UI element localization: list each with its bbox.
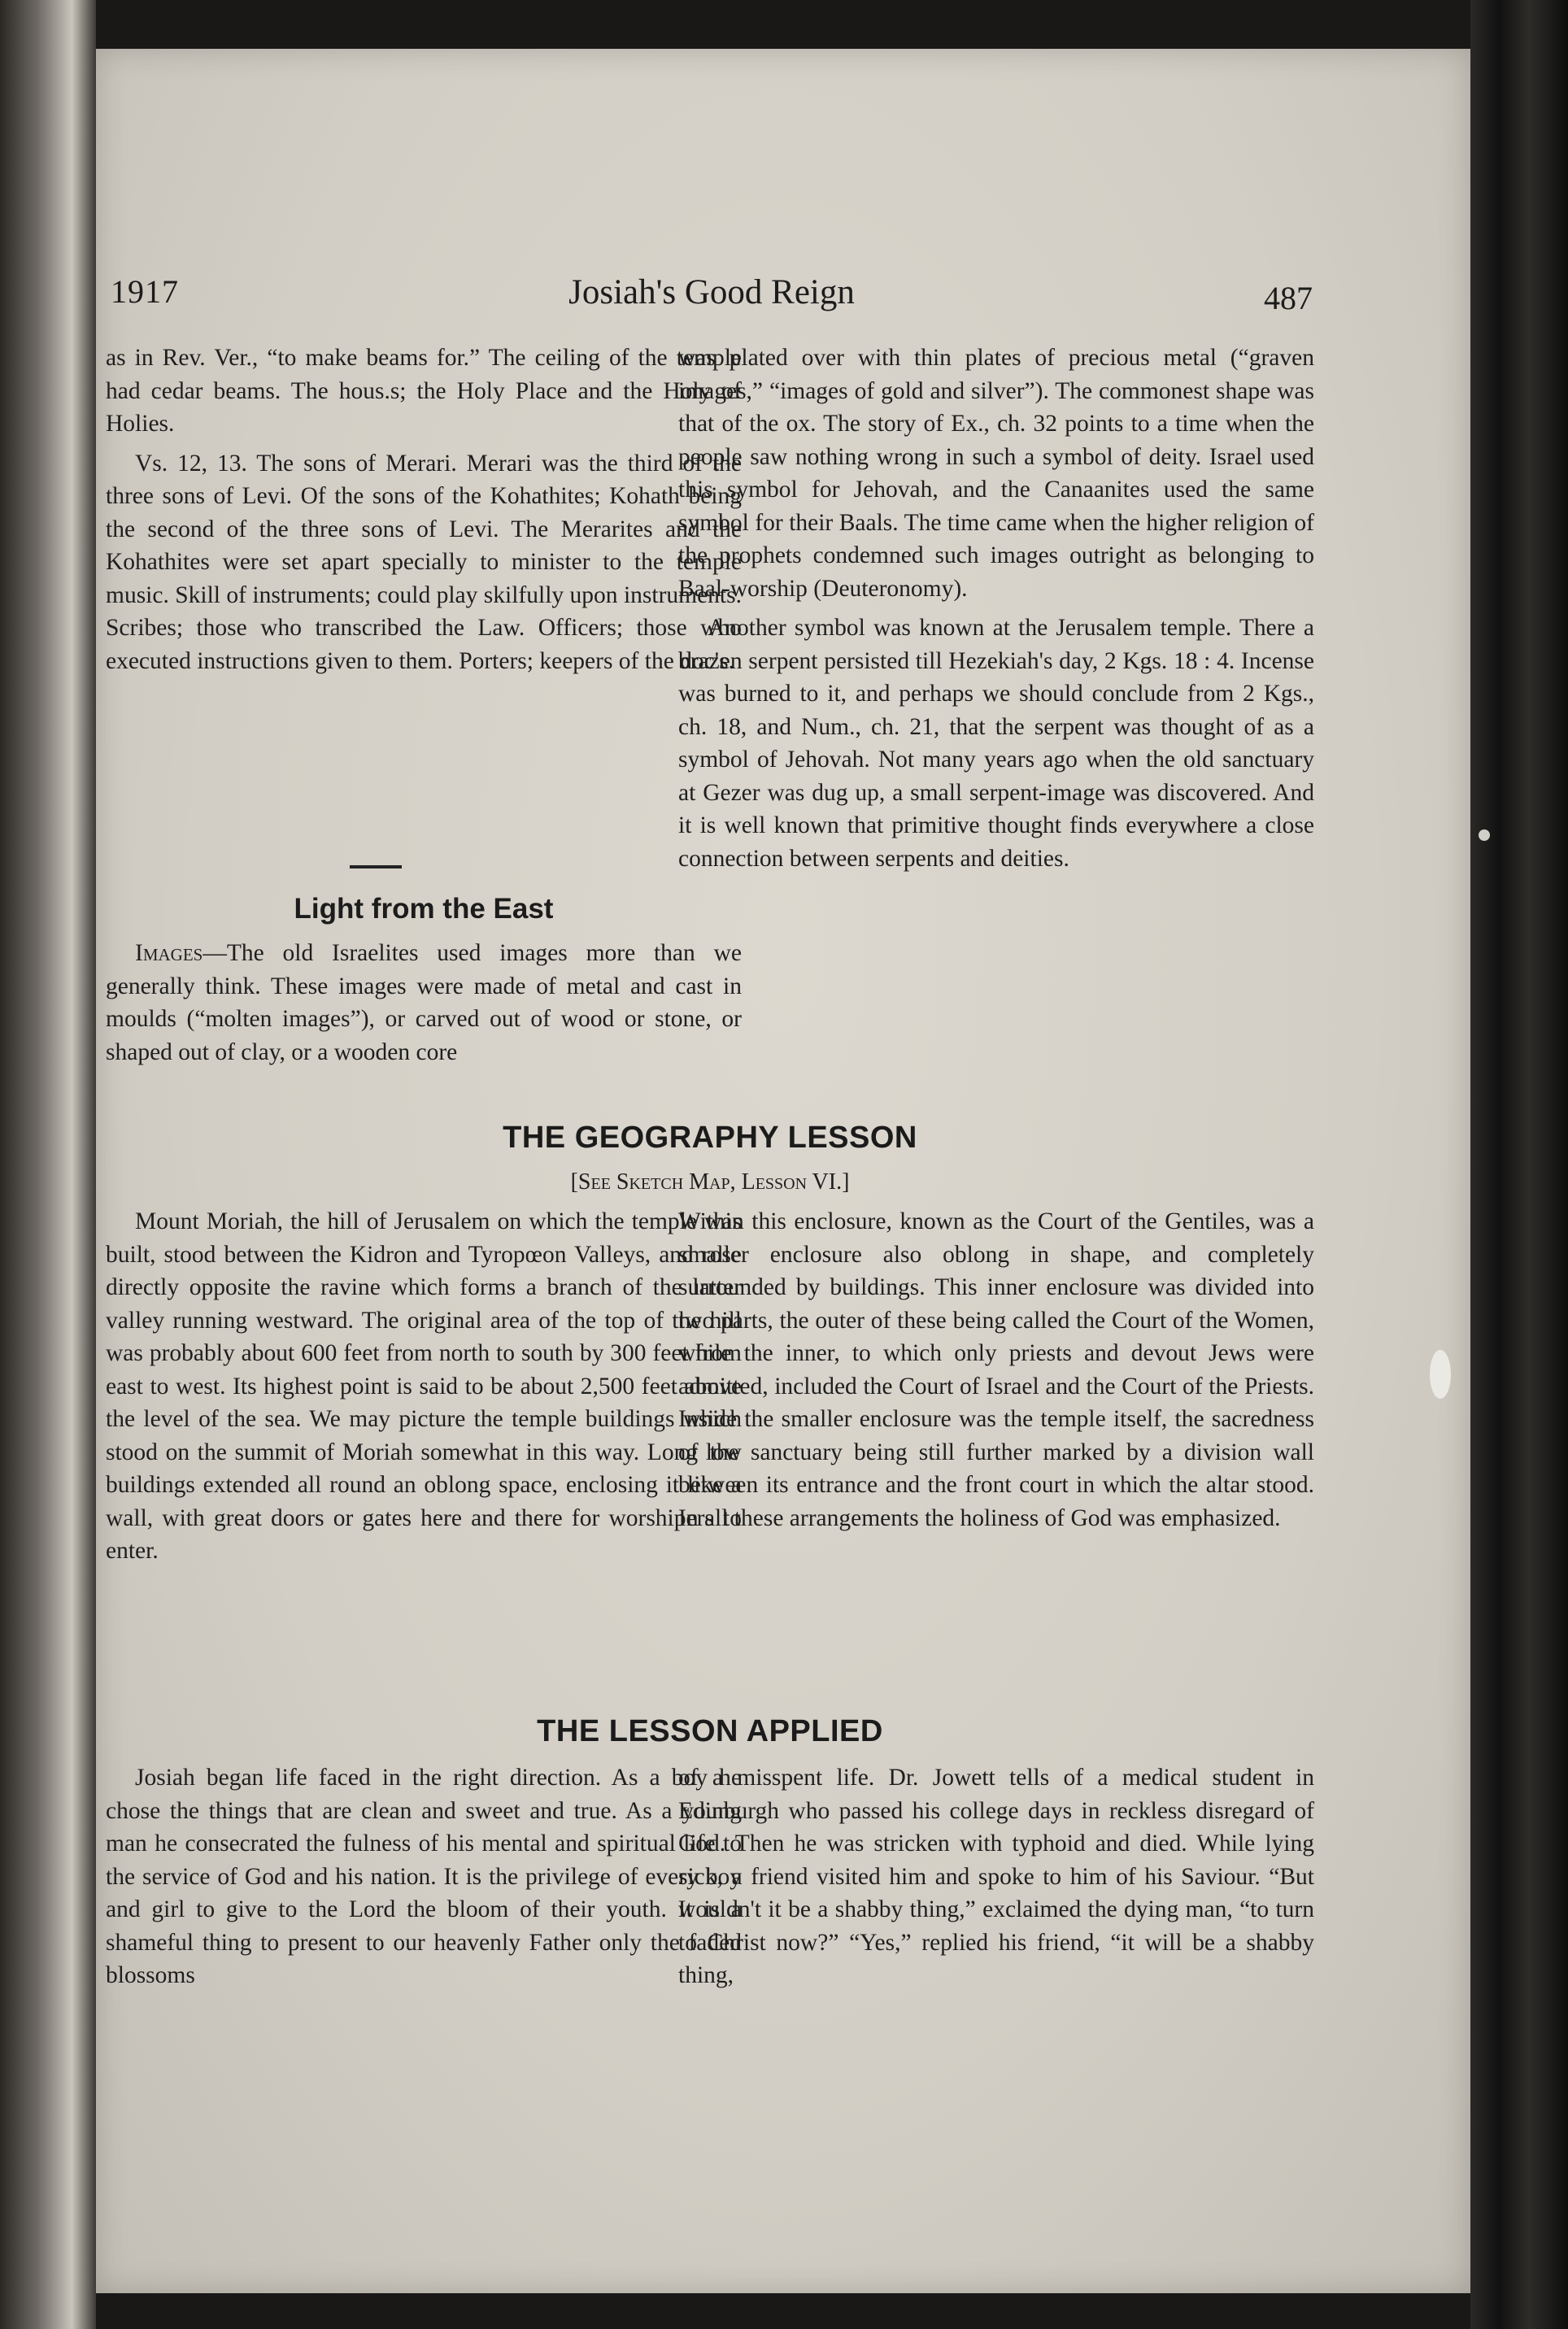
paragraph: as in Rev. Ver., “to make beams for.” The ceiling of the temple had cedar beams. The hous.s; the Holy Place and the Holy of Holies.: [106, 345, 742, 437]
light-column: [106, 937, 742, 1069]
paragraph: Josiah began life faced in the right direction. As a boy he chose the things that are clean and sweet and true. As a young man he consecrated the fulness of his mental and spiritual life to the service of God and his nation. It is the privilege of every boy and girl to give to the Lord the bloom of their youth. It is a shameful thing to present to our heavenly Father only the faded blossoms: [106, 1765, 742, 1988]
paragraph: of a misspent life. Dr. Jowett tells of a medical student in Edinburgh who passed his college days in reckless disregard of God. Then he was stricken with typhoid and died. While lying sick, a friend visited him and spoke to him of his Saviour. “But wouldn't it be a shabby thing,” exclaimed the dying man, “to turn to Christ now?” “Yes,” replied his friend, “it will be a shabby thing,: [678, 1765, 1314, 1988]
paragraph: was plated over with thin plates of precious metal (“graven images,” “images of gold and silver”). The commonest shape was that of the ox. The story of Ex., ch. 32 points to a time when the people saw nothing wrong in such a symbol of deity. Israel used this symbol for Jehovah, and the Canaanites used the same symbol for their Baals. The time came when the higher religion of the prophets condemned such images outright as belonging to Baal-worship (Deuteronomy).: [678, 345, 1314, 602]
top-left-column: [106, 342, 742, 677]
header-year: 1917: [111, 273, 179, 310]
light-from-east-heading: Light from the East: [294, 893, 554, 925]
paragraph: Vs. 12, 13. The sons of Merari. Merari was the third of the three sons of Levi. Of the sons of the Kohathites; Kohath being the second of the three sons of Levi. The Merarites and the Kohathites were set apart specially to minister to the temple music. Skill of instruments; could play skilfully upon instruments. Scribes; those who transcribed the Law. Officers; those who executed instructions given to them. Porters; keepers of the doc's.: [106, 450, 742, 674]
paragraph: [106, 937, 742, 1069]
applied-left-column: [106, 1761, 742, 1992]
paper-blemish: [1430, 1350, 1451, 1399]
paper-blemish: [1479, 829, 1490, 841]
geography-right-column: [678, 1205, 1314, 1535]
geography-left-column: [106, 1205, 742, 1568]
page-number: 487: [1264, 280, 1313, 316]
header-title: Josiah's Good Reign: [568, 273, 855, 311]
book-spine-right: [1470, 0, 1568, 2329]
geography-lesson-heading: THE GEOGRAPHY LESSON: [503, 1121, 917, 1155]
top-right-column: [678, 342, 1314, 875]
paragraph-text: —The old Israelites used images more than we generally think. These images were made of metal and cast in moulds (“molten images”), or carved out of wood or stone, or shaped out of clay, or a wooden core: [106, 940, 742, 1065]
section-divider: [350, 865, 402, 868]
paragraph: Another symbol was known at the Jerusalem temple. There a brazen serpent persisted till Hezekiah's day, 2 Kgs. 18 : 4. Incense was burned to it, and perhaps we should conclude from 2 Kgs., ch. 18, and Num., ch. 21, that the serpent was thought of as a symbol of Jehovah. Not many years ago when the old sanctuary at Gezer was dug up, a small serpent-image was discovered. And it is well known that primitive thought finds everywhere a close connection between serpents and deities.: [678, 615, 1314, 872]
paragraph: Mount Moriah, the hill of Jerusalem on which the temple was built, stood between the Kidron and Tyropœon Valleys, and rose directly opposite the ravine which forms a branch of the latter valley running westward. The original area of the top of the hill was probably about 600 feet from north to south by 300 feet from east to west. Its highest point is said to be about 2,500 feet above the level of the sea. We may picture the temple buildings which stood on the summit of Moriah somewhat in this way. Long low buildings extended all round an oblong space, enclosing it like a wall, with great doors or gates here and there for worshipers to enter.: [106, 1208, 742, 1564]
lesson-applied-heading: THE LESSON APPLIED: [537, 1714, 883, 1748]
book-spine-left: [0, 0, 96, 2329]
applied-right-column: [678, 1761, 1314, 1992]
paragraph: Within this enclosure, known as the Court of the Gentiles, was a smaller enclosure also oblong in shape, and completely surrounded by buildings. This inner enclosure was divided into two parts, the outer of these being called the Court of the Women, while the inner, to which only priests and devout Jews were admitted, included the Court of Israel and the Court of the Priests. Inside the smaller enclosure was the temple itself, the sacredness of the sanctuary being still further marked by a division wall between its entrance and the front court in which the altar stood. In all these arrangements the holiness of God was emphasized.: [678, 1208, 1314, 1531]
lead-word: Images: [135, 940, 203, 966]
sketch-map-note: [See Sketch Map, Lesson VI.]: [570, 1169, 850, 1195]
running-header: [111, 272, 1313, 321]
